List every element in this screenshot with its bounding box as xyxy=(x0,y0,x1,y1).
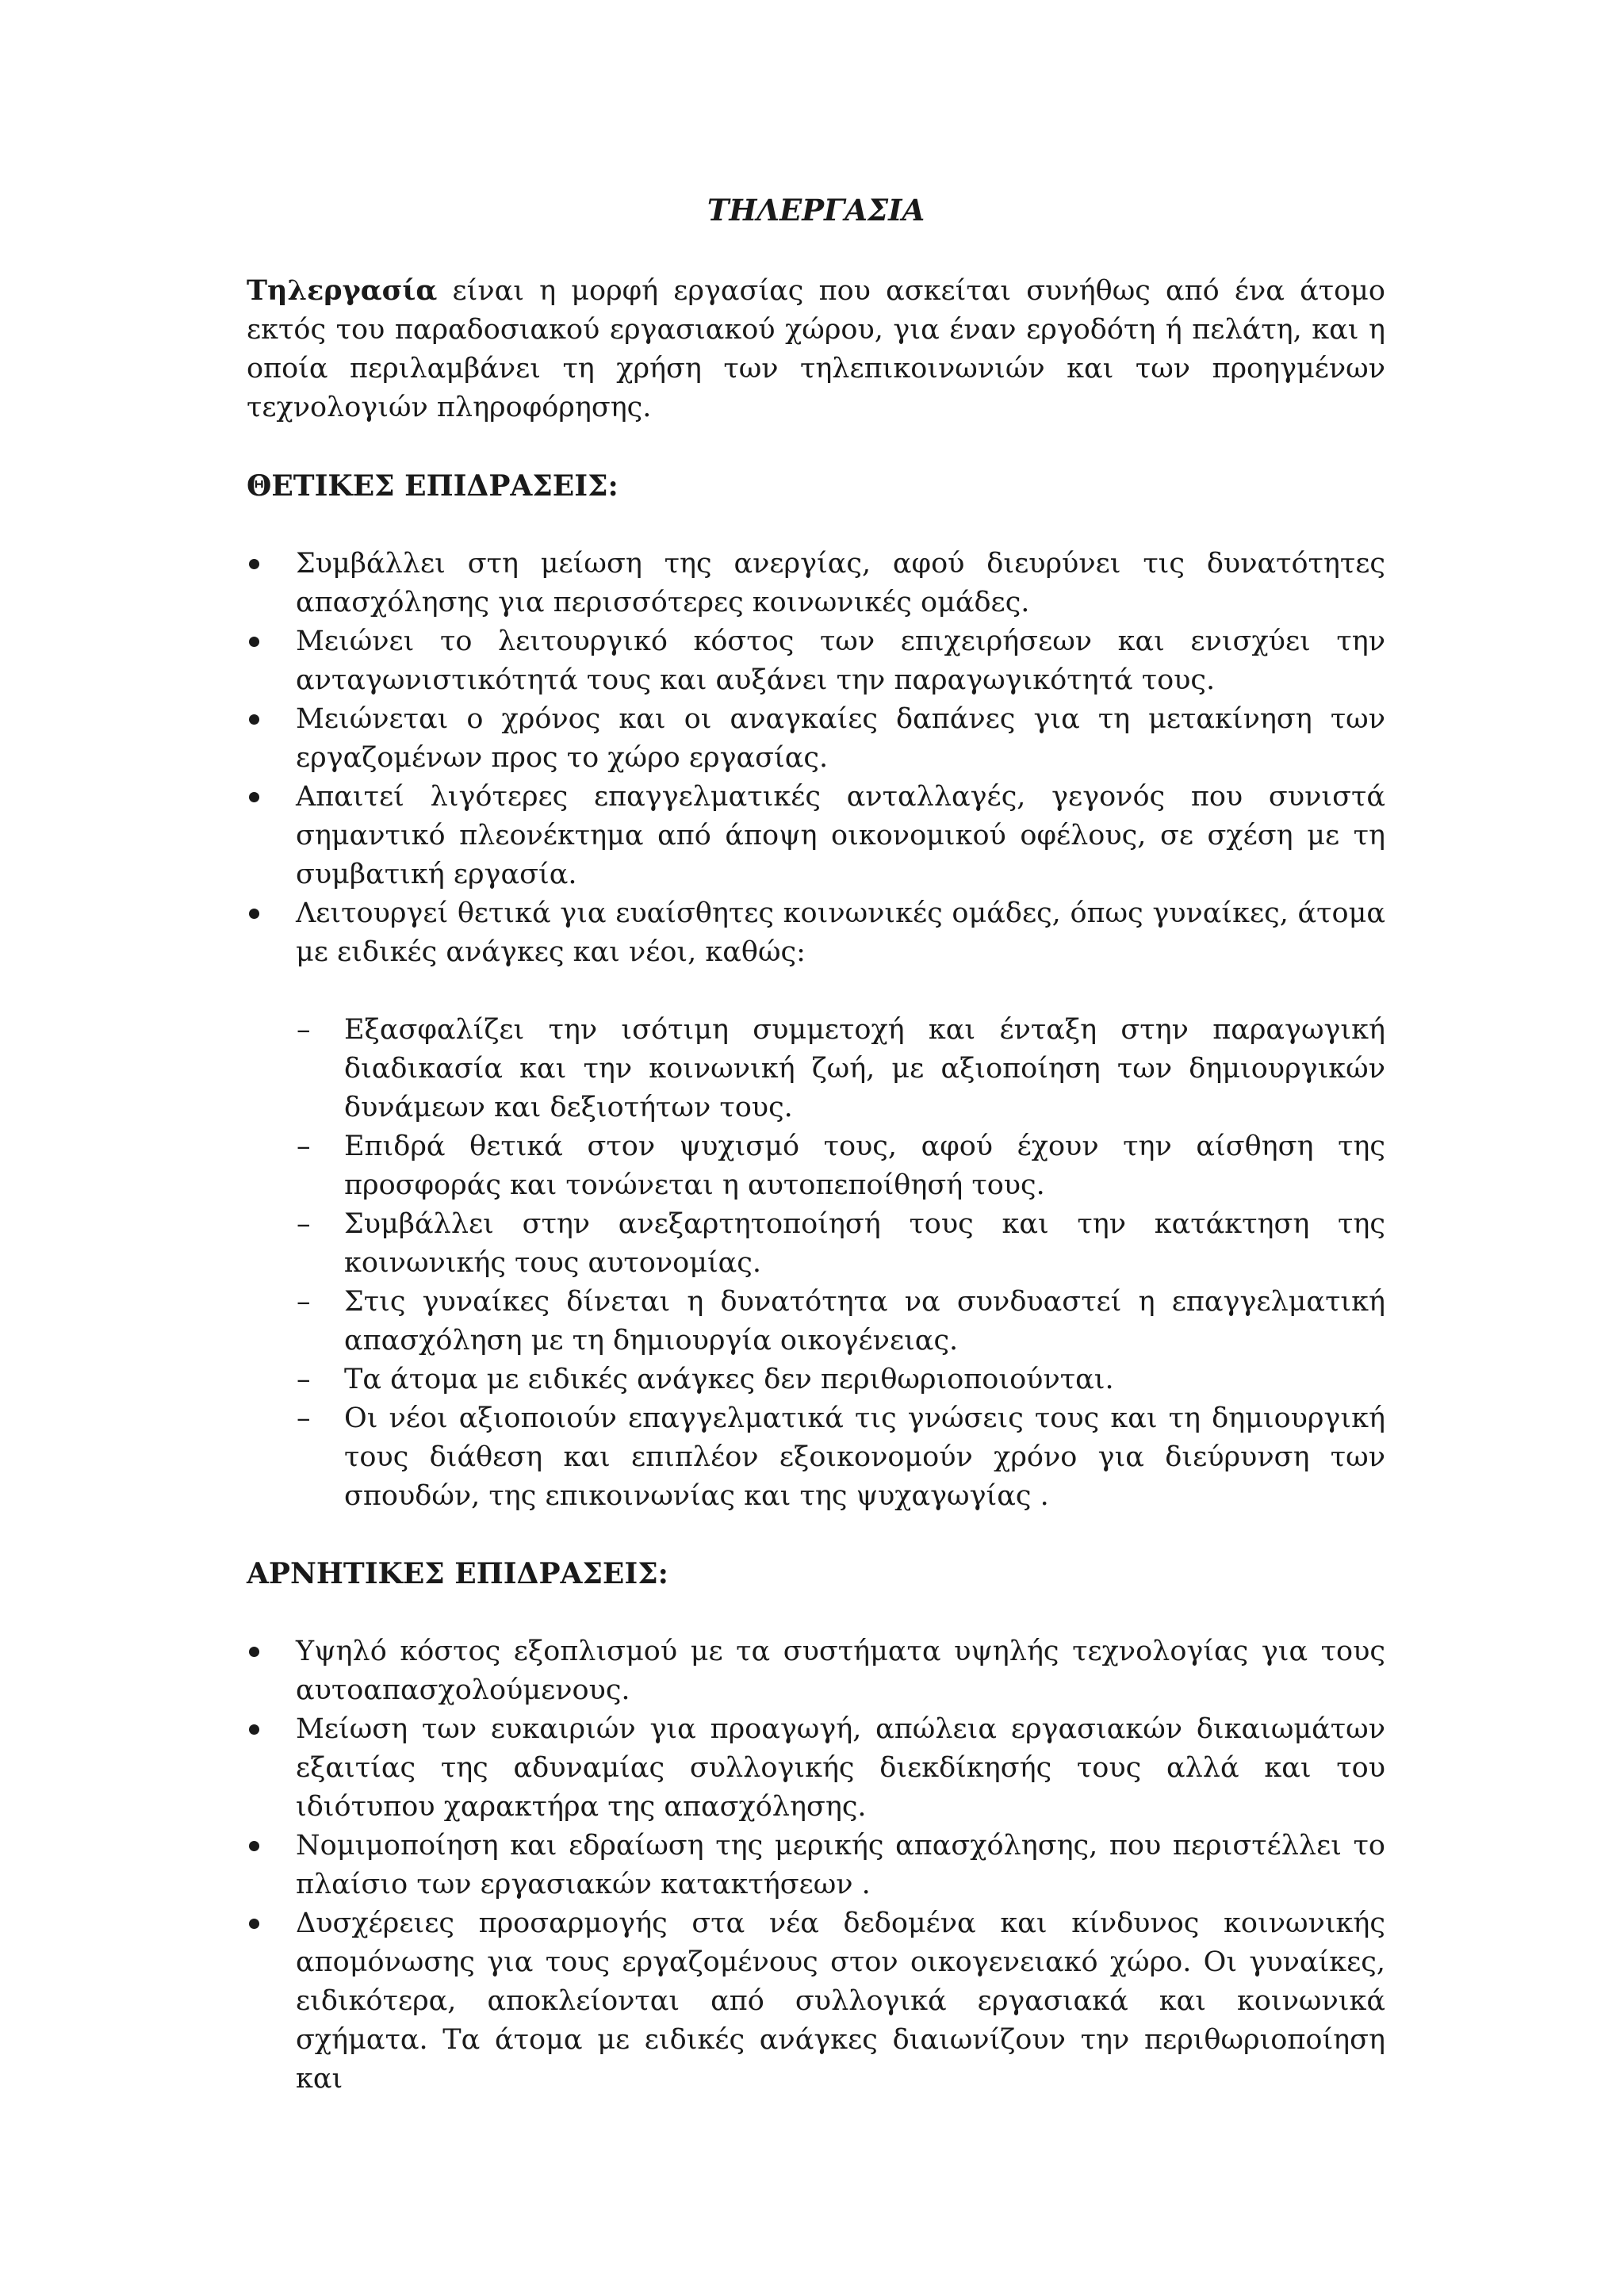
list-item-text: Μειώνει το λειτουργικό κόστος των επιχειρήσεων και ενισχύει την ανταγωνιστικότητά τους και αυξάνει την παραγωγικότητά τους. xyxy=(296,626,1385,696)
bullet-icon xyxy=(249,714,259,725)
sub-list-item xyxy=(247,1283,1385,1360)
bullet-icon xyxy=(249,792,259,802)
sub-list-item xyxy=(247,1205,1385,1283)
bullet-icon xyxy=(249,1919,259,1929)
list-item-text: Συμβάλλει στη μείωση της ανεργίας, αφού διευρύνει τις δυνατότητες απασχόλησης για περισσότερες κοινωνικές ομάδες. xyxy=(296,548,1385,618)
dash-icon: – xyxy=(297,1131,311,1162)
sub-list-item-text: Συμβάλλει στην ανεξαρτητοποίησή τους και την κατάκτηση της κοινωνικής τους αυτονομίας. xyxy=(344,1208,1385,1279)
list-item xyxy=(247,622,1385,700)
bullet-icon xyxy=(249,1724,259,1735)
list-item-text: Απαιτεί λιγότερες επαγγελματικές ανταλλαγές, γεγονός που συνιστά σημαντικό πλεονέκτημα από άποψη οικονομικού οφέλους, σε σχέση με τη συμβατική εργασία. xyxy=(296,781,1385,890)
bullet-icon xyxy=(249,909,259,919)
list-item-text: Μειώνεται ο χρόνος και οι αναγκαίες δαπάνες για τη μετακίνηση των εργαζομένων προς το χώρο εργασίας. xyxy=(296,703,1385,774)
bullet-icon xyxy=(249,559,259,569)
positive-effects-heading: ΘΕΤΙΚΕΣ ΕΠΙΔΡΑΣΕΙΣ: xyxy=(247,469,619,503)
intro-term: Τηλεργασία xyxy=(247,274,438,307)
bullet-icon xyxy=(249,1647,259,1657)
document-title: ΤΗΛΕΡΓΑΣΙΑ xyxy=(707,193,925,228)
sub-list-item-text: Τα άτομα με ειδικές ανάγκες δεν περιθωριοποιούνται. xyxy=(344,1364,1114,1395)
dash-icon: – xyxy=(297,1286,311,1318)
sub-list-item xyxy=(247,1360,1385,1399)
dash-icon: – xyxy=(297,1208,311,1240)
sub-list-item-text: Εξασφαλίζει την ισότιμη συμμετοχή και ένταξη στην παραγωγική διαδικασία και την κοινωνική ζωή, με αξιοποίηση των δημιουργικών δυνάμεων και δεξιοτήτων τους. xyxy=(344,1014,1385,1123)
list-item-text: Νομιμοποίηση και εδραίωση της μερικής απασχόλησης, που περιστέλλει το πλαίσιο των εργασιακών κατακτήσεων . xyxy=(296,1830,1385,1900)
positive-effects-sublist xyxy=(247,1011,1385,1516)
list-item xyxy=(247,1710,1385,1827)
sub-list-item-text: Οι νέοι αξιοποιούν επαγγελματικά τις γνώσεις τους και τη δημιουργική τους διάθεση και επιπλέον εξοικονομούν χρόνο για διεύρυνση των σπουδών, της επικοινωνίας και της ψυχαγωγίας . xyxy=(344,1402,1385,1512)
sub-list-item xyxy=(247,1011,1385,1127)
list-item xyxy=(247,1827,1385,1904)
list-item-text: Δυσχέρειες προσαρμογής στα νέα δεδομένα και κίνδυνος κοινωνικής απομόνωσης για τους εργαζομένους στον οικογενειακό χώρο. Οι γυναίκες, ειδικότερα, αποκλείονται από συλλογικά εργασιακά και κοινωνικά σχήματα. Τα άτομα με ειδικές ανάγκες διαιωνίζουν την περιθωριοποίηση και xyxy=(296,1908,1385,2095)
list-item xyxy=(247,1632,1385,1710)
sub-list-item xyxy=(247,1399,1385,1516)
list-item-text: Λειτουργεί θετικά για ευαίσθητες κοινωνικές ομάδες, όπως γυναίκες, άτομα με ειδικές ανάγκες και νέοι, καθώς: xyxy=(296,897,1385,968)
dash-icon: – xyxy=(297,1014,311,1046)
list-item xyxy=(247,700,1385,778)
bullet-icon xyxy=(249,637,259,647)
sub-list-item-text: Στις γυναίκες δίνεται η δυνατότητα να συνδυαστεί η επαγγελματική απασχόληση με τη δημιουργία οικογένειας. xyxy=(344,1286,1385,1357)
negative-effects-heading: ΑΡΝΗΤΙΚΕΣ ΕΠΙΔΡΑΣΕΙΣ: xyxy=(247,1557,668,1590)
section-spacer xyxy=(247,1516,1385,1555)
dash-icon: – xyxy=(297,1364,311,1395)
sub-list-item xyxy=(247,1127,1385,1205)
positive-effects-list xyxy=(247,545,1385,972)
bullet-icon xyxy=(249,1841,259,1851)
list-item-text: Μείωση των ευκαιριών για προαγωγή, απώλεια εργασιακών δικαιωμάτων εξαιτίας της αδυναμίας συλλογικής διεκδίκησής τους αλλά και του ιδιότυπου χαρακτήρα της απασχόλησης. xyxy=(296,1713,1385,1823)
list-item xyxy=(247,1904,1385,2099)
list-item xyxy=(247,778,1385,894)
list-item-text: Υψηλό κόστος εξοπλισμού με τα συστήματα υψηλής τεχνολογίας για τους αυτοαπασχολούμενους. xyxy=(296,1636,1385,1706)
document-page xyxy=(247,186,1385,2099)
sub-list-item-text: Επιδρά θετικά στον ψυχισμό τους, αφού έχουν την αίσθηση της προσφοράς και τονώνεται η αυτοπεποίθησή τους. xyxy=(344,1131,1385,1201)
list-item xyxy=(247,894,1385,972)
intro-paragraph xyxy=(247,271,1385,427)
intro-text: είναι η μορφή εργασίας που ασκείται συνήθως από ένα άτομο εκτός του παραδοσιακού εργασιακού χώρου, για έναν εργοδότη ή πελάτη, και η οποία περιλαμβάνει τη χρήση των τηλεπικοινωνιών και των προηγμένων τεχνολογιών πληροφόρησης. xyxy=(247,275,1385,423)
negative-effects-list xyxy=(247,1632,1385,2099)
list-item xyxy=(247,545,1385,622)
dash-icon: – xyxy=(297,1402,311,1434)
